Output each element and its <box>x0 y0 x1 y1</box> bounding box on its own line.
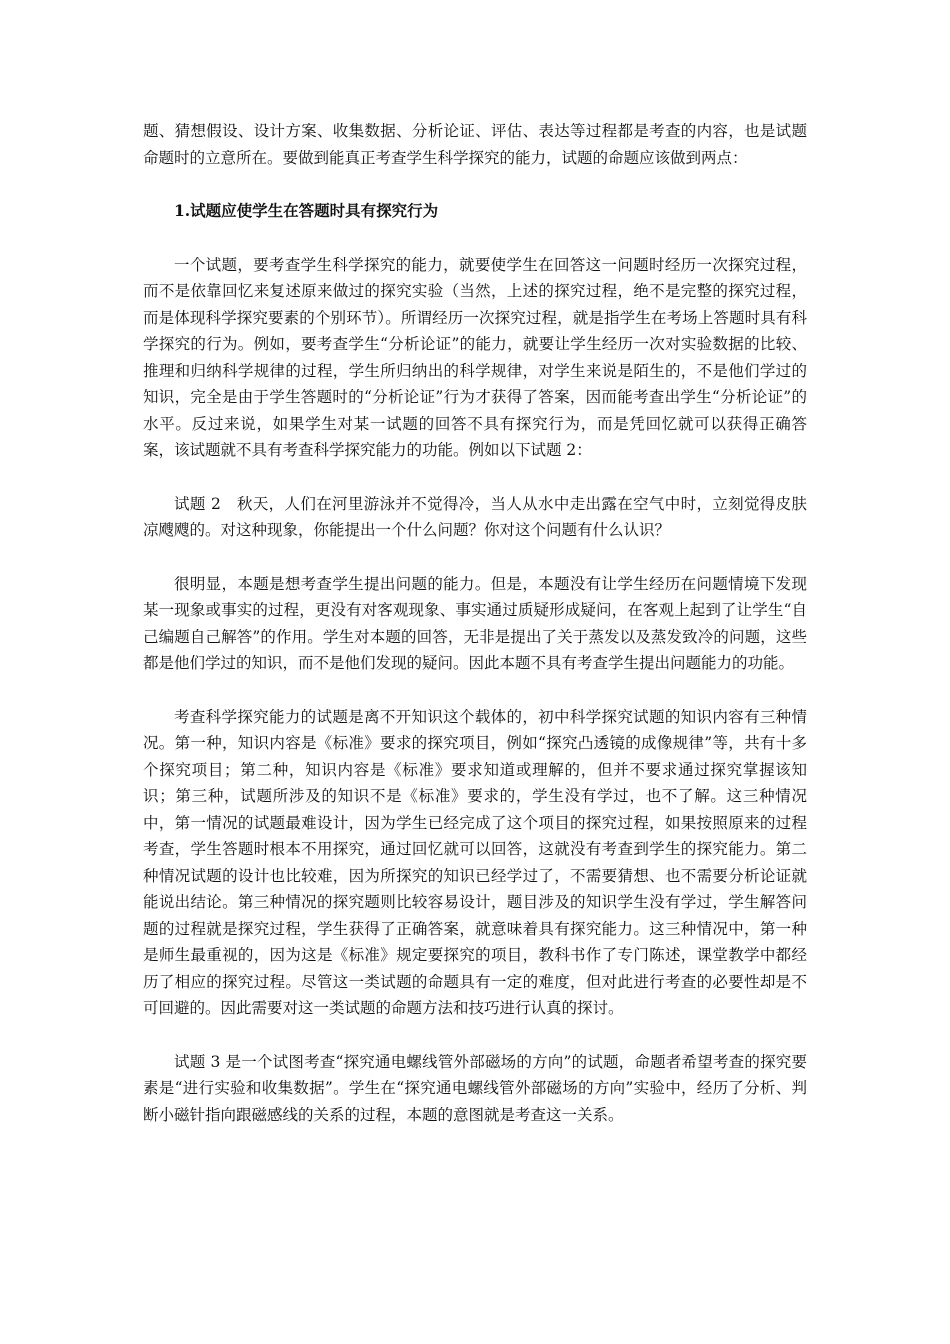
intro-paragraph: 题、猜想假设、设计方案、收集数据、分析论证、评估、表达等过程都是考查的内容，也是试题命题时的立意所在。要做到能真正考查学生科学探究的能力，试题的命题应该做到两点： <box>143 122 807 167</box>
body-paragraph-inquiry-behavior: 一个试题，要考查学生科学探究的能力，就要使学生在回答这一问题时经历一次探究过程，而不是依靠回忆来复述原来做过的探究实验（当然，上述的探究过程，绝不是完整的探究过程，而是体现科学探究要素的个别环节）。所谓经历一次探究过程，就是指学生在考场上答题时具有科学探究的行为。例如，要考查学生“分析论证”的能力，就要让学生经历一次对实验数据的比较、推理和归纳科学规律的过程，学生所归纳出的科学规律，对学生来说是陌生的，不是他们学过的知识，完全是由于学生答题时的“分析论证”行为才获得了答案，因而能考查出学生“分析论证”的水平。反过来说，如果学生对某一试题的回答不具有探究行为，而是凭回忆就可以获得正确答案，该试题就不具有考查科学探究能力的功能。例如以下试题 2： <box>143 255 807 459</box>
document-page <box>143 118 807 1155</box>
body-paragraph-analysis: 很明显，本题是想考查学生提出问题的能力。但是，本题没有让学生经历在问题情境下发现某一现象或事实的过程，更没有对客观现象、事实通过质疑形成疑问，在客观上起到了让学生“自己编题自己解答”的作用。学生对本题的回答，无非是提出了关于蒸发以及蒸发致冷的问题，这些都是他们学过的知识，而不是他们发现的疑问。因此本题不具有考查学生提出问题能力的功能。 <box>143 574 807 672</box>
section-heading: 1.试题应使学生在答题时具有探究行为 <box>174 201 439 220</box>
body-paragraph-question-3: 试题 3 是一个试图考查“探究通电螺线管外部磁场的方向”的试题，命题者希望考查的探究要素是“进行实验和收集数据”。学生在“探究通电螺线管外部磁场的方向”实验中，经历了分析、判断小磁针指向跟磁感线的关系的过程，本题的意图就是考查这一关系。 <box>143 1052 807 1124</box>
example-question-2: 试题 2 秋天，人们在河里游泳并不觉得冷，当人从水中走出露在空气中时，立刻觉得皮肤凉飕飕的。对这种现象，你能提出一个什么问题？你对这个问题有什么认识？ <box>143 494 807 539</box>
body-paragraph-knowledge-types: 考查科学探究能力的试题是离不开知识这个载体的，初中科学探究试题的知识内容有三种情况。第一种，知识内容是《标准》要求的探究项目，例如“探究凸透镜的成像规律”等，共有十多个探究项目；第二种，知识内容是《标准》要求知道或理解的，但并不要求通过探究掌握该知识；第三种，试题所涉及的知识不是《标准》要求的，学生没有学过，也不了解。这三种情况中，第一情况的试题最难设计，因为学生已经完成了这个项目的探究过程，如果按照原来的过程考查，学生答题时根本不用探究，通过回忆就可以回答，这就没有考查到学生的探究能力。第二种情况试题的设计也比较难，因为所探究的知识已经学过了，不需要猜想、也不需要分析论证就能说出结论。第三种情况的探究题则比较容易设计，题目涉及的知识学生没有学过，学生解答问题的过程就是探究过程，学生获得了正确答案，就意味着具有探究能力。这三种情况中，第一种是师生最重视的，因为这是《标准》规定要探究的项目，教科书作了专门陈述，课堂教学中都经历了相应的探究过程。尽管这一类试题的命题具有一定的难度，但对此进行考查的必要性却是不可回避的。因此需要对这一类试题的命题方法和技巧进行认真的探讨。 <box>143 707 807 1017</box>
